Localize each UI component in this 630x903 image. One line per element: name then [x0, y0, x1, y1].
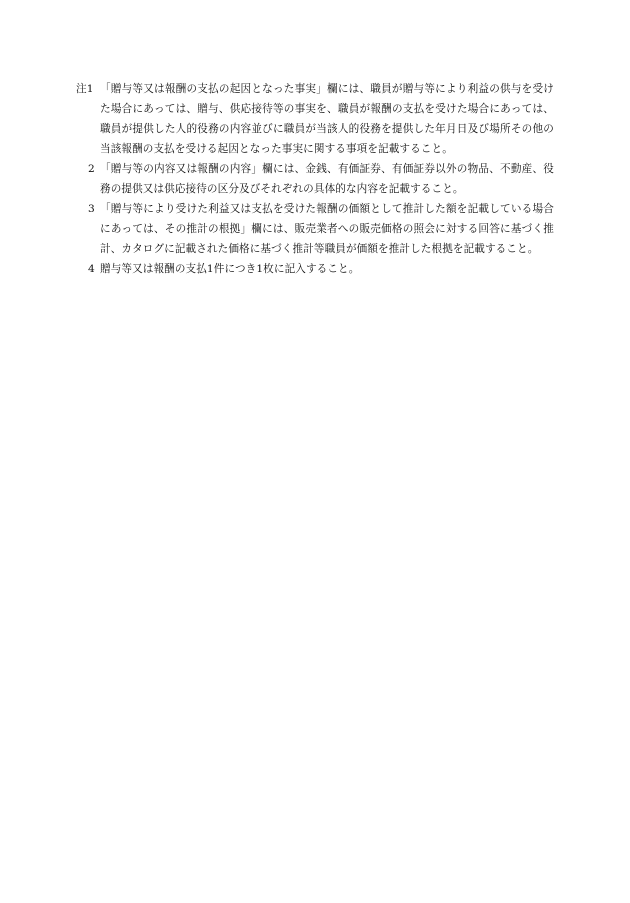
note-number: 注1	[76, 83, 94, 95]
note-item-2	[76, 159, 554, 199]
note-number: 2	[88, 163, 95, 175]
note-number: 3	[88, 203, 95, 215]
note-text: 贈与等又は報酬の支払1件につき1枚に記入すること。	[100, 263, 360, 275]
notes-section	[76, 79, 554, 279]
note-number: 4	[88, 263, 95, 275]
note-text: 「贈与等の内容又は報酬の内容」欄には、金銭、有価証券、有価証券以外の物品、不動産、役務の提供又は供応接待の区分及びそれぞれの具体的な内容を記載すること。	[100, 163, 554, 195]
note-item-3	[76, 199, 554, 259]
note-text: 「贈与等又は報酬の支払の起因となった事実」欄には、職員が贈与等により利益の供与を受けた場合にあっては、贈与、供応接待等の事実を、職員が報酬の支払を受けた場合にあっては、職員が提供した人的役務の内容並びに職員が当該人的役務を提供した年月日及び場所その他の当該報酬の支払を受ける起因となった事実に関する事項を記載すること。	[100, 83, 554, 155]
note-item-4	[76, 259, 554, 279]
note-item-1	[76, 79, 554, 159]
note-text: 「贈与等により受けた利益又は支払を受けた報酬の価額として推計した額を記載している場合にあっては、その推計の根拠」欄には、販売業者への販売価格の照会に対する回答に基づく推計、カタログに記載された価格に基づく推計等職員が価額を推計した根拠を記載すること。	[100, 203, 554, 255]
